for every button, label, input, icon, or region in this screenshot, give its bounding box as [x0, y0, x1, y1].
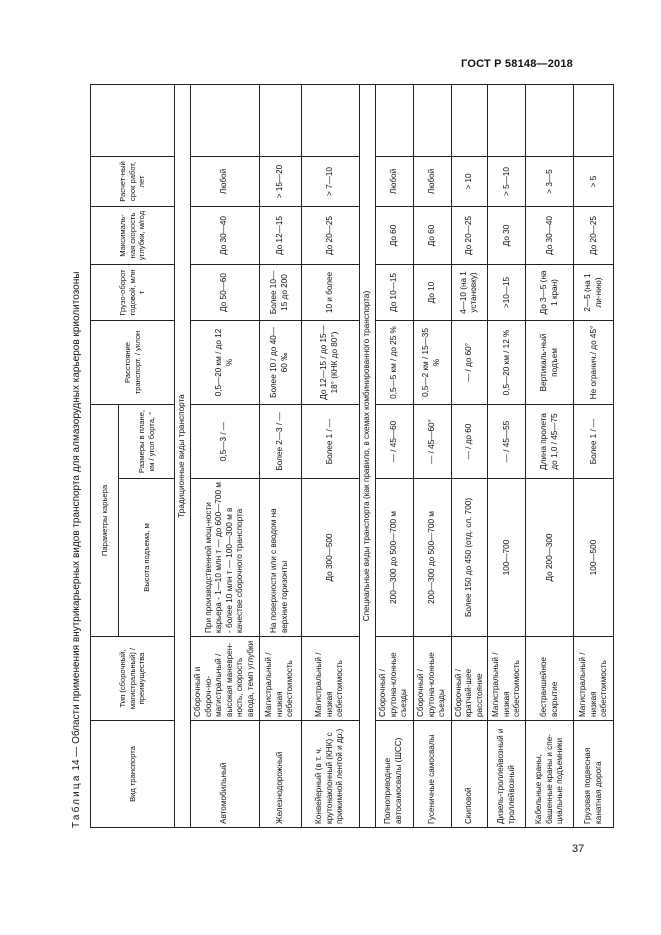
cell-plan: — / до 60	[451, 405, 488, 479]
cell-speed: До 12—15	[259, 207, 301, 265]
table-row	[301, 85, 359, 828]
table-row	[451, 85, 488, 828]
page-number: 37	[572, 843, 585, 855]
cell-distance: 0,5—2 км / 15—35 %	[413, 321, 451, 405]
table-row	[526, 85, 574, 828]
cell-spare	[301, 85, 359, 157]
cell-spare	[488, 85, 526, 157]
cell-spare	[451, 85, 488, 157]
cell-plan: — / 45—60°	[413, 405, 451, 479]
cell-height: 100—700	[488, 479, 526, 637]
cell-type: Магистральный / низкая себестоимость	[574, 637, 614, 721]
cell-height: 200—300 до 500—700 м	[375, 479, 413, 637]
cell-term: > 15—20	[259, 157, 301, 207]
cell-distance: Не огранич./ до 45°	[574, 321, 614, 405]
cell-transport-name: Полноприводные автосамосвалы (ШСС)	[375, 721, 413, 828]
cell-turnover: 4—10 (на 1 установку)	[451, 265, 488, 321]
col-type-advantages: Тип (сборочный, магистральный) / преимущества	[91, 637, 175, 721]
cell-speed: До 60	[413, 207, 451, 265]
cell-plan: Более 1 / —	[301, 405, 359, 479]
col-turnover: Грузо-оборот годовой, млн т	[91, 265, 175, 321]
cell-transport-name: Кабельные краны, башенные краны и спе-циальные подъемники	[526, 721, 574, 828]
section-special-label: Специальные виды транспорта (как правило, в схемах комбинированного транспорта)	[359, 85, 375, 828]
cell-turnover: 10 и более	[301, 265, 359, 321]
caption-text: — Области применения внутрикарьерных видов транспорта для алмазорудных карьеров криолитозоны	[71, 271, 82, 757]
cell-term: Любой	[191, 157, 260, 207]
cell-type: бестраншейное вскрытие	[526, 637, 574, 721]
col-distance: Расстояние транспорт. / уклон	[91, 321, 175, 405]
table-row	[413, 85, 451, 828]
section-special	[359, 85, 375, 828]
section-traditional-label: Традиционные виды транспорта	[175, 85, 191, 828]
rotated-table-block	[68, 85, 609, 828]
cell-height: До 300—500	[301, 479, 359, 637]
cell-transport-name: Автомобильный	[191, 721, 260, 828]
cell-plan: — / 45—60	[375, 405, 413, 479]
table-row	[375, 85, 413, 828]
cell-type: Магистральный / низкая себестоимость	[301, 637, 359, 721]
cell-turnover: До 3—5 (на 1 кран)	[526, 265, 574, 321]
cell-plan: — / 45—55	[488, 405, 526, 479]
cell-type: Магистральный / низкая себестоимость	[488, 637, 526, 721]
cell-type: Сборочный / кратчай-шее расстояние	[451, 637, 488, 721]
cell-term: > 3—5	[526, 157, 574, 207]
cell-height: При производственной мощ-ности карьера - 1—10 млн т — до 600—700 м - более 10 млн т — 100—300 м в качестве сборочного транспорта	[191, 479, 260, 637]
cell-speed: До 60	[375, 207, 413, 265]
cell-speed: До 30	[488, 207, 526, 265]
cell-height: 100—500	[574, 479, 614, 637]
cell-spare	[413, 85, 451, 157]
cell-transport-name: Скиповой	[451, 721, 488, 828]
table-caption	[68, 272, 85, 828]
cell-term: > 5—10	[488, 157, 526, 207]
cell-height: На поверхности или с вводом на верхние горизонты	[259, 479, 301, 637]
cell-term: Любой	[375, 157, 413, 207]
cell-turnover: >10—15	[488, 265, 526, 321]
table-row	[488, 85, 526, 828]
cell-type: Сборочный и сбороч-но-магистральный / высокая маневрен-ность, скорость ввода, темп углубки	[191, 637, 260, 721]
cell-plan: Более 1 / —	[574, 405, 614, 479]
transport-table	[90, 84, 614, 828]
col-transport-type: Вид транспорта	[91, 721, 175, 828]
col-quarry-params: Параметры карьера	[91, 405, 119, 637]
cell-spare	[191, 85, 260, 157]
col-spare	[91, 85, 175, 157]
cell-turnover: До 10—15	[375, 265, 413, 321]
cell-distance: 0,5—20 км / до 12 %	[191, 321, 260, 405]
cell-type: Сборочный / крутона-клонные съезды	[375, 637, 413, 721]
cell-turnover: До 10	[413, 265, 451, 321]
cell-distance: Вертикаль-ный подъем	[526, 321, 574, 405]
table-row	[574, 85, 614, 828]
col-plan-sizes: Размеры в плане, км / угол борта, °	[119, 405, 175, 479]
cell-speed: До 20—25	[301, 207, 359, 265]
caption-number: 14	[71, 759, 82, 771]
cell-type: Магистральный / низкая себестоимость	[259, 637, 301, 721]
cell-distance: Более 10 / до 40—60 ‰	[259, 321, 301, 405]
cell-distance: 0,5—5 км / до 25 %	[375, 321, 413, 405]
standard-header: ГОСТ Р 58148—2018	[461, 58, 573, 70]
cell-height: До 200—300	[526, 479, 574, 637]
caption-label: Таблица	[71, 773, 82, 828]
cell-spare	[574, 85, 614, 157]
cell-spare	[526, 85, 574, 157]
cell-spare	[259, 85, 301, 157]
col-lift-height: Высота подъема, м	[119, 479, 175, 637]
cell-turnover: До 50—60	[191, 265, 260, 321]
cell-plan: 0,5—3 / —	[191, 405, 260, 479]
table-row	[191, 85, 260, 828]
table-row	[259, 85, 301, 828]
cell-transport-name: Железнодорожный	[259, 721, 301, 828]
cell-spare	[375, 85, 413, 157]
cell-term: > 7—10	[301, 157, 359, 207]
cell-distance: — / до 60°	[451, 321, 488, 405]
cell-height: Более 150 до 450 (отд. сл. 700)	[451, 479, 488, 637]
cell-speed: До 30—40	[191, 207, 260, 265]
cell-transport-name: Дизель-троллейвозный и троллейвозный	[488, 721, 526, 828]
cell-distance: 0,5—20 км / 12 %	[488, 321, 526, 405]
col-max-speed: Максималь-ная скорость углубки, м/год	[91, 207, 175, 265]
cell-transport-name: Гусеничные самосвалы	[413, 721, 451, 828]
cell-distance: До 12—15 / до 15—18° (КНК до 80°)	[301, 321, 359, 405]
section-traditional	[175, 85, 191, 828]
col-calc-term: Расчет-ный срок работ, лет	[91, 157, 175, 207]
cell-transport-name: Конвейерный (в т. ч. крутонаклонный (КНК) с прижимной лентой и др.)	[301, 721, 359, 828]
cell-transport-name: Грузовая подвесная канатная дорога	[574, 721, 614, 828]
cell-speed: До 20—25	[451, 207, 488, 265]
cell-term: > 10	[451, 157, 488, 207]
cell-turnover: Более 10—15 до 200	[259, 265, 301, 321]
cell-plan: Длина пролета до 1,0 / 45—75	[526, 405, 574, 479]
cell-turnover: 2—5 (на 1 ли-нию)	[574, 265, 614, 321]
cell-term: Любой	[413, 157, 451, 207]
cell-speed: До 20—25	[574, 207, 614, 265]
cell-speed: До 30—40	[526, 207, 574, 265]
cell-term: > 5	[574, 157, 614, 207]
cell-plan: Более 2—3 / —	[259, 405, 301, 479]
cell-type: Сборочный / крутона-клонные съезды	[413, 637, 451, 721]
cell-height: 200—300 до 500—700 м	[413, 479, 451, 637]
